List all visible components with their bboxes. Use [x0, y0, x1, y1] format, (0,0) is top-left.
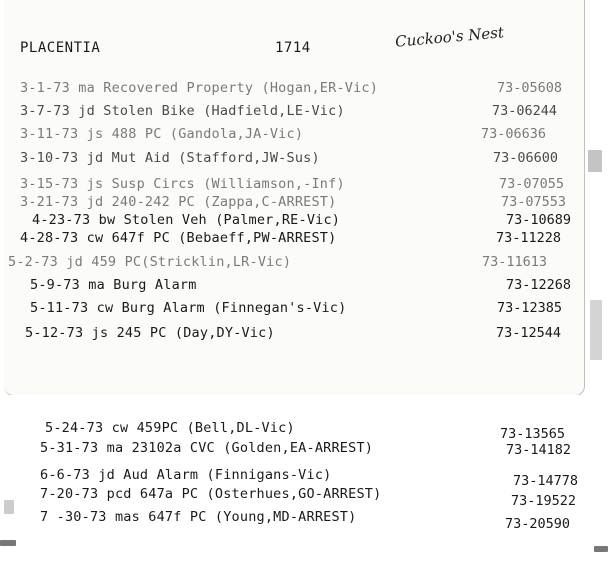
- case-number: 73-19522: [511, 493, 577, 509]
- case-number: 73-14778: [513, 473, 579, 489]
- scan-speck: [4, 500, 14, 514]
- entry-text: 5-9-73 ma Burg Alarm: [30, 277, 197, 293]
- entry-text: 3-21-73 jd 240-242 PC (Zappa,C-ARREST): [20, 194, 337, 210]
- case-number: 73-06244: [492, 103, 558, 119]
- entry-text: 7-20-73 pcd 647a PC (Osterhues,GO-ARREST): [40, 486, 382, 502]
- entry-text: 3-11-73 js 488 PC (Gandola,JA-Vic): [20, 126, 304, 142]
- scan-speck: [590, 300, 602, 360]
- entry-text: 5-12-73 js 245 PC (Day,DY-Vic): [25, 325, 275, 341]
- case-number: 73-05608: [497, 80, 563, 96]
- entry-text: 5-24-73 cw 459PC (Bell,DL-Vic): [45, 420, 295, 436]
- entry-text: 3-1-73 ma Recovered Property (Hogan,ER-Vic): [20, 80, 379, 96]
- entry-text: 3-7-73 jd Stolen Bike (Hadfield,LE-Vic): [20, 103, 345, 119]
- case-number: 73-12385: [497, 300, 563, 316]
- case-number: 73-06600: [493, 150, 559, 166]
- entry-text: 5-2-73 jd 459 PC(Stricklin,LR-Vic): [8, 254, 292, 270]
- entry-text: 5-11-73 cw Burg Alarm (Finnegan's-Vic): [30, 300, 347, 316]
- case-number: 73-07553: [501, 194, 567, 210]
- entry-text: 6-6-73 jd Aud Alarm (Finnigans-Vic): [40, 467, 332, 483]
- entry-text: 7 -30-73 mas 647f PC (Young,MD-ARREST): [40, 509, 357, 525]
- case-number: 73-10689: [506, 212, 572, 228]
- scan-speck: [588, 150, 602, 172]
- case-number: 73-12544: [496, 325, 562, 341]
- case-number: 73-12268: [506, 277, 572, 293]
- entry-text: 3-15-73 js Susp Circs (Williamson,-Inf): [20, 176, 345, 192]
- page-number: 1714: [275, 40, 311, 56]
- entry-text: 5-31-73 ma 23102a CVC (Golden,EA-ARREST): [40, 440, 374, 456]
- entry-text: 4-23-73 bw Stolen Veh (Palmer,RE-Vic): [32, 212, 341, 228]
- scan-speck: [0, 540, 16, 546]
- entry-text: 3-10-73 jd Mut Aid (Stafford,JW-Sus): [20, 150, 320, 166]
- case-number: 73-07055: [499, 176, 565, 192]
- scan-speck: [594, 546, 608, 552]
- case-number: 73-14182: [506, 442, 572, 458]
- case-number: 73-11228: [496, 230, 562, 246]
- case-number: 73-11613: [482, 254, 548, 270]
- case-number: 73-20590: [505, 516, 571, 532]
- city-header: PLACENTIA: [20, 40, 101, 56]
- entry-text: 4-28-73 cw 647f PC (Bebaeff,PW-ARREST): [20, 230, 337, 246]
- handwritten-note: Cuckoo's Nest: [394, 23, 505, 51]
- case-number: 73-13565: [500, 426, 566, 442]
- case-number: 73-06636: [481, 126, 547, 142]
